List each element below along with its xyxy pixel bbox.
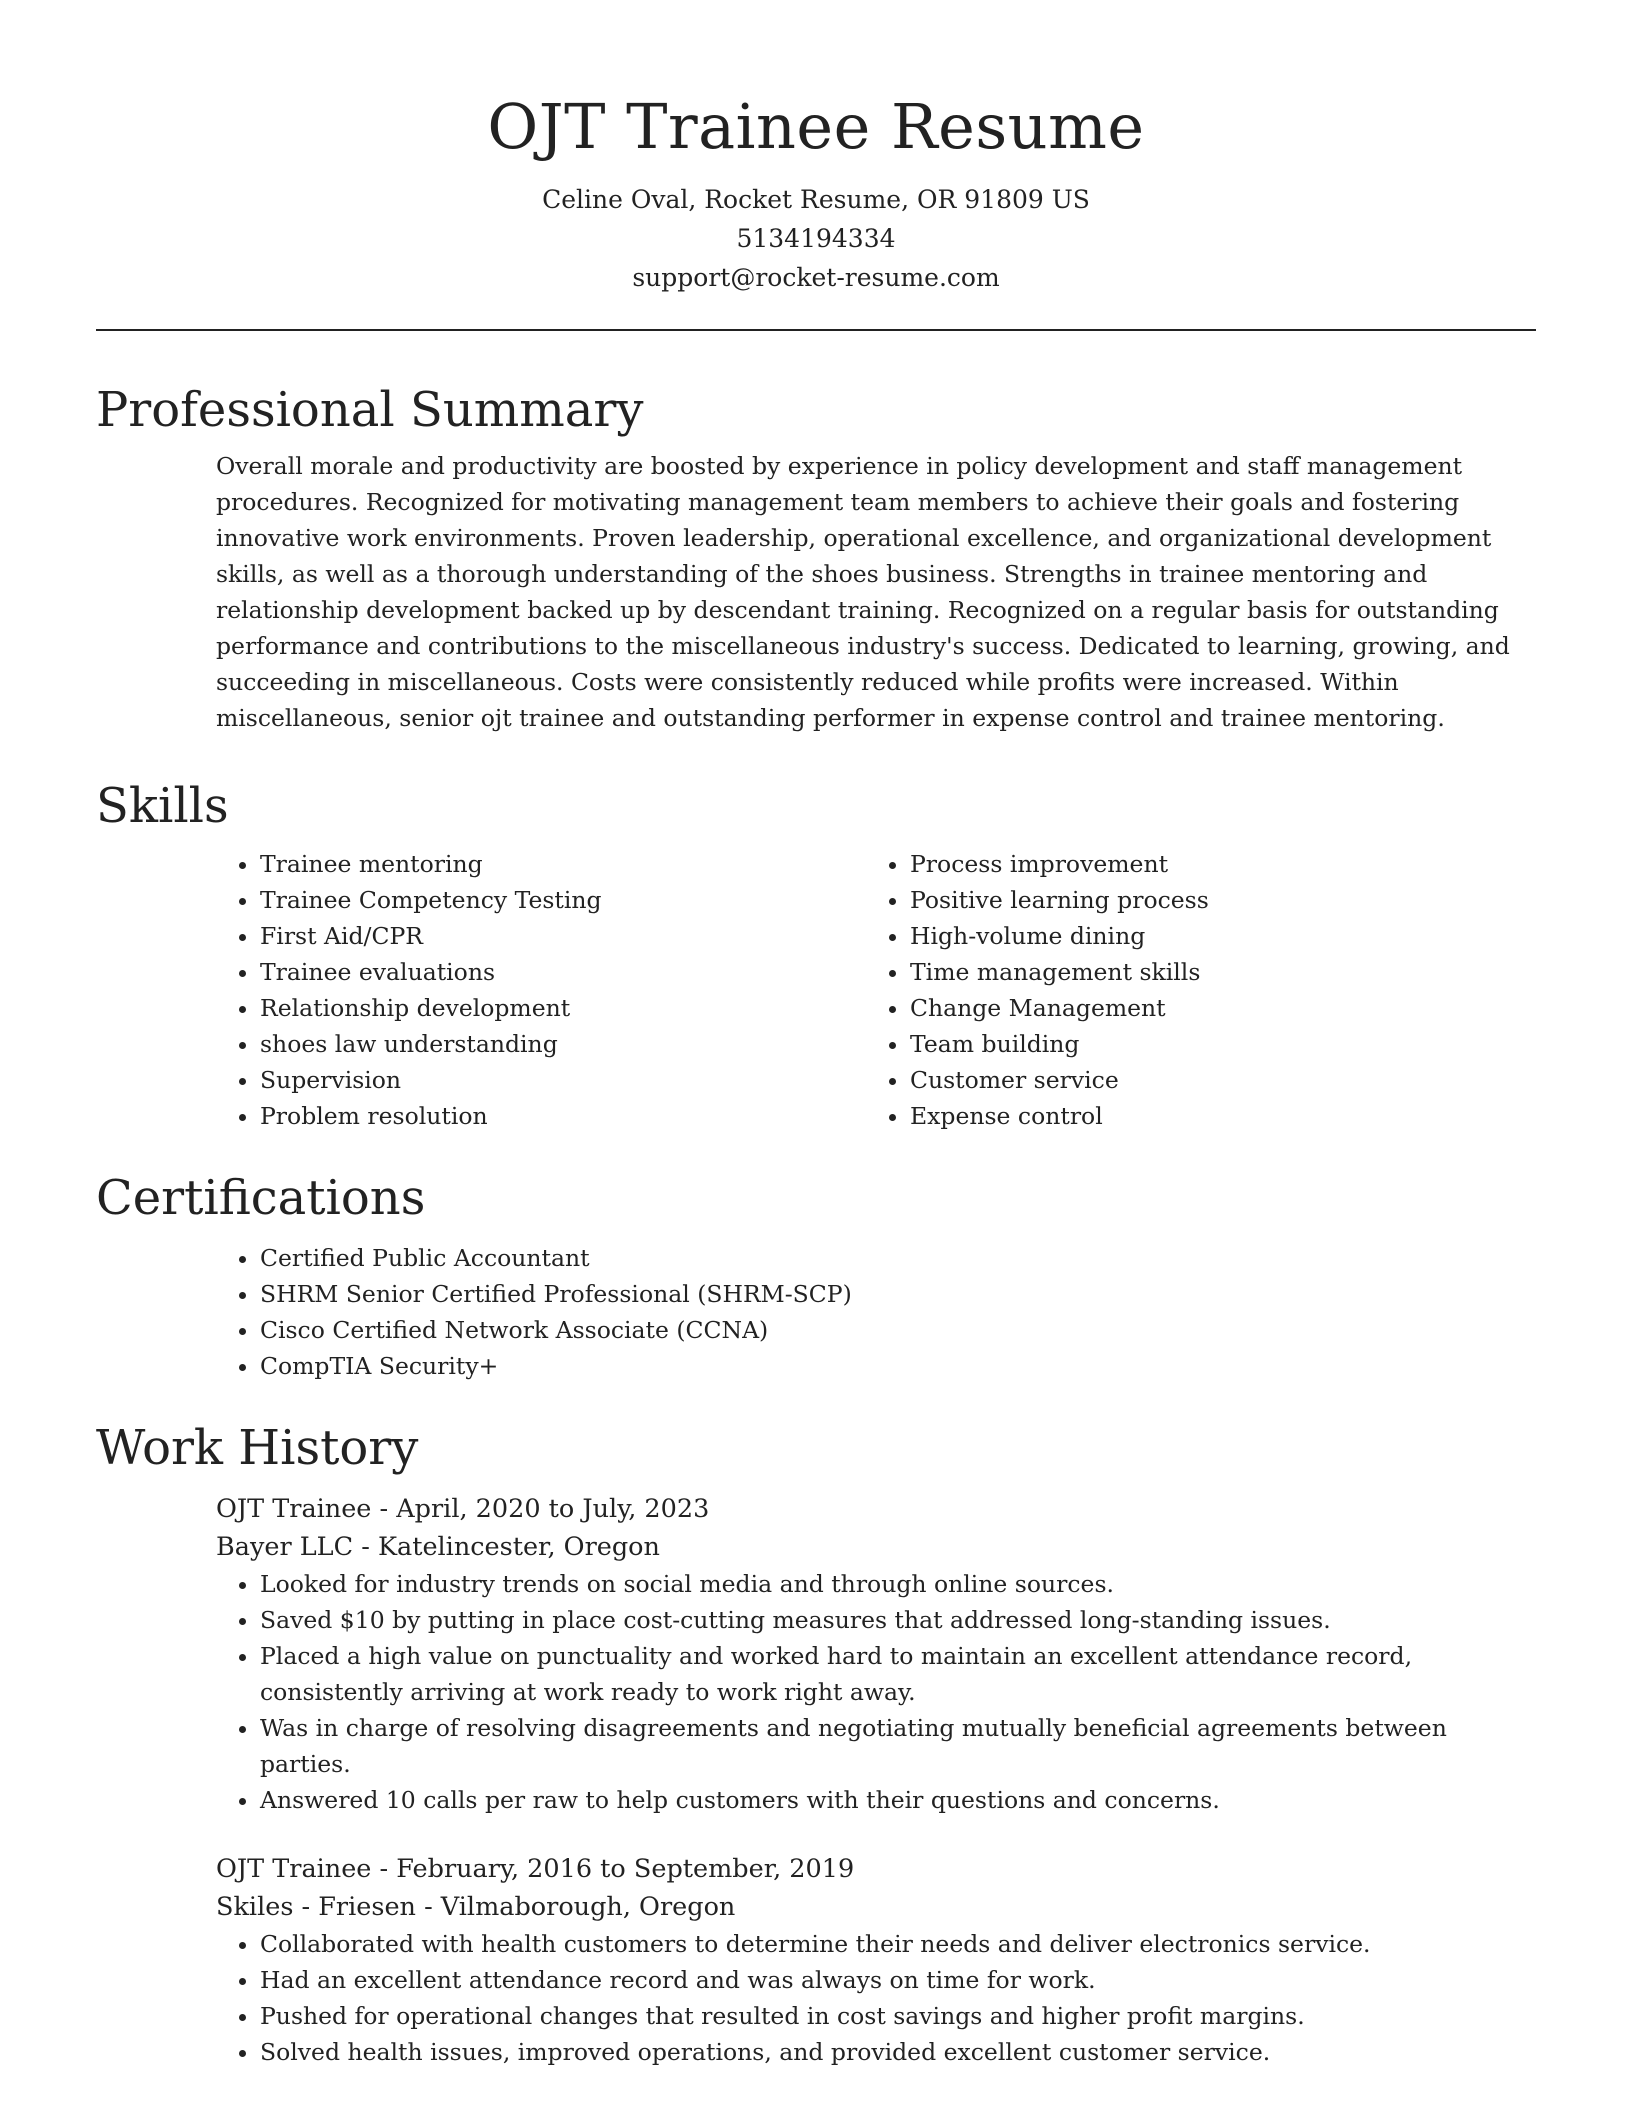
skill-item: • Trainee mentoring (260, 846, 866, 882)
job-company-location: Skiles - Friesen - Vilmaborough, Oregon (216, 1892, 736, 1922)
job-entry (216, 1490, 1536, 1818)
skill-item: • Time management skills (910, 954, 1516, 990)
skill-item: • Trainee Competency Testing (260, 882, 866, 918)
job-duty-item: • Pushed for operational changes that resulted in cost savings and higher profit margins. (260, 1998, 1460, 2034)
job-company-location: Bayer LLC - Katelincester, Oregon (216, 1532, 660, 1562)
certifications-section (96, 1168, 1536, 1384)
skill-item: • shoes law understanding (260, 1026, 866, 1062)
resume-page (96, 0, 1536, 2066)
certification-item: • CompTIA Security+ (260, 1348, 1536, 1384)
job-duty-item: • Collaborated with health customers to determine their needs and deliver electronics service. (260, 1926, 1460, 1962)
page-title: OJT Trainee Resume (487, 90, 1145, 163)
certifications-heading: Certifications (96, 1170, 426, 1226)
contact-info (96, 180, 1536, 297)
job-title-dates: OJT Trainee - February, 2016 to September, 2019 (216, 1854, 855, 1884)
job-duty-item: • Answered 10 calls per raw to help customers with their questions and concerns. (260, 1782, 1460, 1818)
skill-item: • Trainee evaluations (260, 954, 866, 990)
job-title-dates: OJT Trainee - April, 2020 to July, 2023 (216, 1494, 710, 1524)
contact-email: support@rocket-resume.com (632, 263, 1000, 292)
certification-item: • Cisco Certified Network Associate (CCNA) (260, 1312, 1536, 1348)
skill-item: • Change Management (910, 990, 1516, 1026)
job-duties (216, 1926, 1536, 2070)
skill-item: • Team building (910, 1026, 1516, 1062)
skills-heading: Skills (96, 778, 229, 834)
contact-phone: 5134194334 (736, 224, 896, 253)
job-duty-item: • Was in charge of resolving disagreements and negotiating mutually beneficial agreements between parties. (260, 1710, 1460, 1782)
job-duty-item: • Looked for industry trends on social media and through online sources. (260, 1566, 1460, 1602)
certification-item: • Certified Public Accountant (260, 1240, 1536, 1276)
job-duty-item: • Placed a high value on punctuality and worked hard to maintain an excellent attendance record, consistently arriving at work ready to work right away. (260, 1638, 1460, 1710)
certifications-list (216, 1240, 1536, 1384)
skill-item: • Process improvement (910, 846, 1516, 882)
skill-item: • Relationship development (260, 990, 866, 1026)
resume-header (96, 0, 1536, 331)
skill-item: • Expense control (910, 1098, 1516, 1134)
skills-column-left (216, 846, 866, 1134)
contact-address: Celine Oval, Rocket Resume, OR 91809 US (542, 185, 1090, 214)
skill-item: • Customer service (910, 1062, 1516, 1098)
work-history-heading: Work History (96, 1420, 419, 1476)
job-duty-item: • Saved $10 by putting in place cost-cutting measures that addressed long-standing issues. (260, 1602, 1460, 1638)
skill-item: • Positive learning process (910, 882, 1516, 918)
skills-list (216, 846, 1536, 1134)
job-entry (216, 1850, 1536, 2070)
job-duty-item: • Solved health issues, improved operations, and provided excellent customer service. (260, 2034, 1460, 2070)
skill-item: • Supervision (260, 1062, 866, 1098)
skills-column-right (866, 846, 1516, 1134)
summary-text: Overall morale and productivity are boosted by experience in policy development and staff management procedures. Recognized for motivating management team members to achieve their goals and fostering innovative work environments. Proven leadership, operational excellence, and organizational development skills, as well as a thorough understanding of the shoes business. Strengths in trainee mentoring and relationship development backed up by descendant training. Recognized on a regular basis for outstanding performance and contributions to the miscellaneous industry's success. Dedicated to learning, growing, and succeeding in miscellaneous. Costs were consistently reduced while profits were increased. Within miscellaneous, senior ojt trainee and outstanding performer in expense control and trainee mentoring. (216, 452, 1510, 732)
skill-item: • High-volume dining (910, 918, 1516, 954)
work-history-section (96, 1418, 1536, 2070)
summary-heading: Professional Summary (96, 382, 644, 438)
skills-section (96, 776, 1536, 1134)
header-divider (96, 329, 1536, 331)
job-duty-item: • Had an excellent attendance record and was always on time for work. (260, 1962, 1460, 1998)
skill-item: • First Aid/CPR (260, 918, 866, 954)
skill-item: • Problem resolution (260, 1098, 866, 1134)
summary-section (96, 380, 1536, 736)
certification-item: • SHRM Senior Certified Professional (SHRM-SCP) (260, 1276, 1536, 1312)
job-duties (216, 1566, 1536, 1818)
